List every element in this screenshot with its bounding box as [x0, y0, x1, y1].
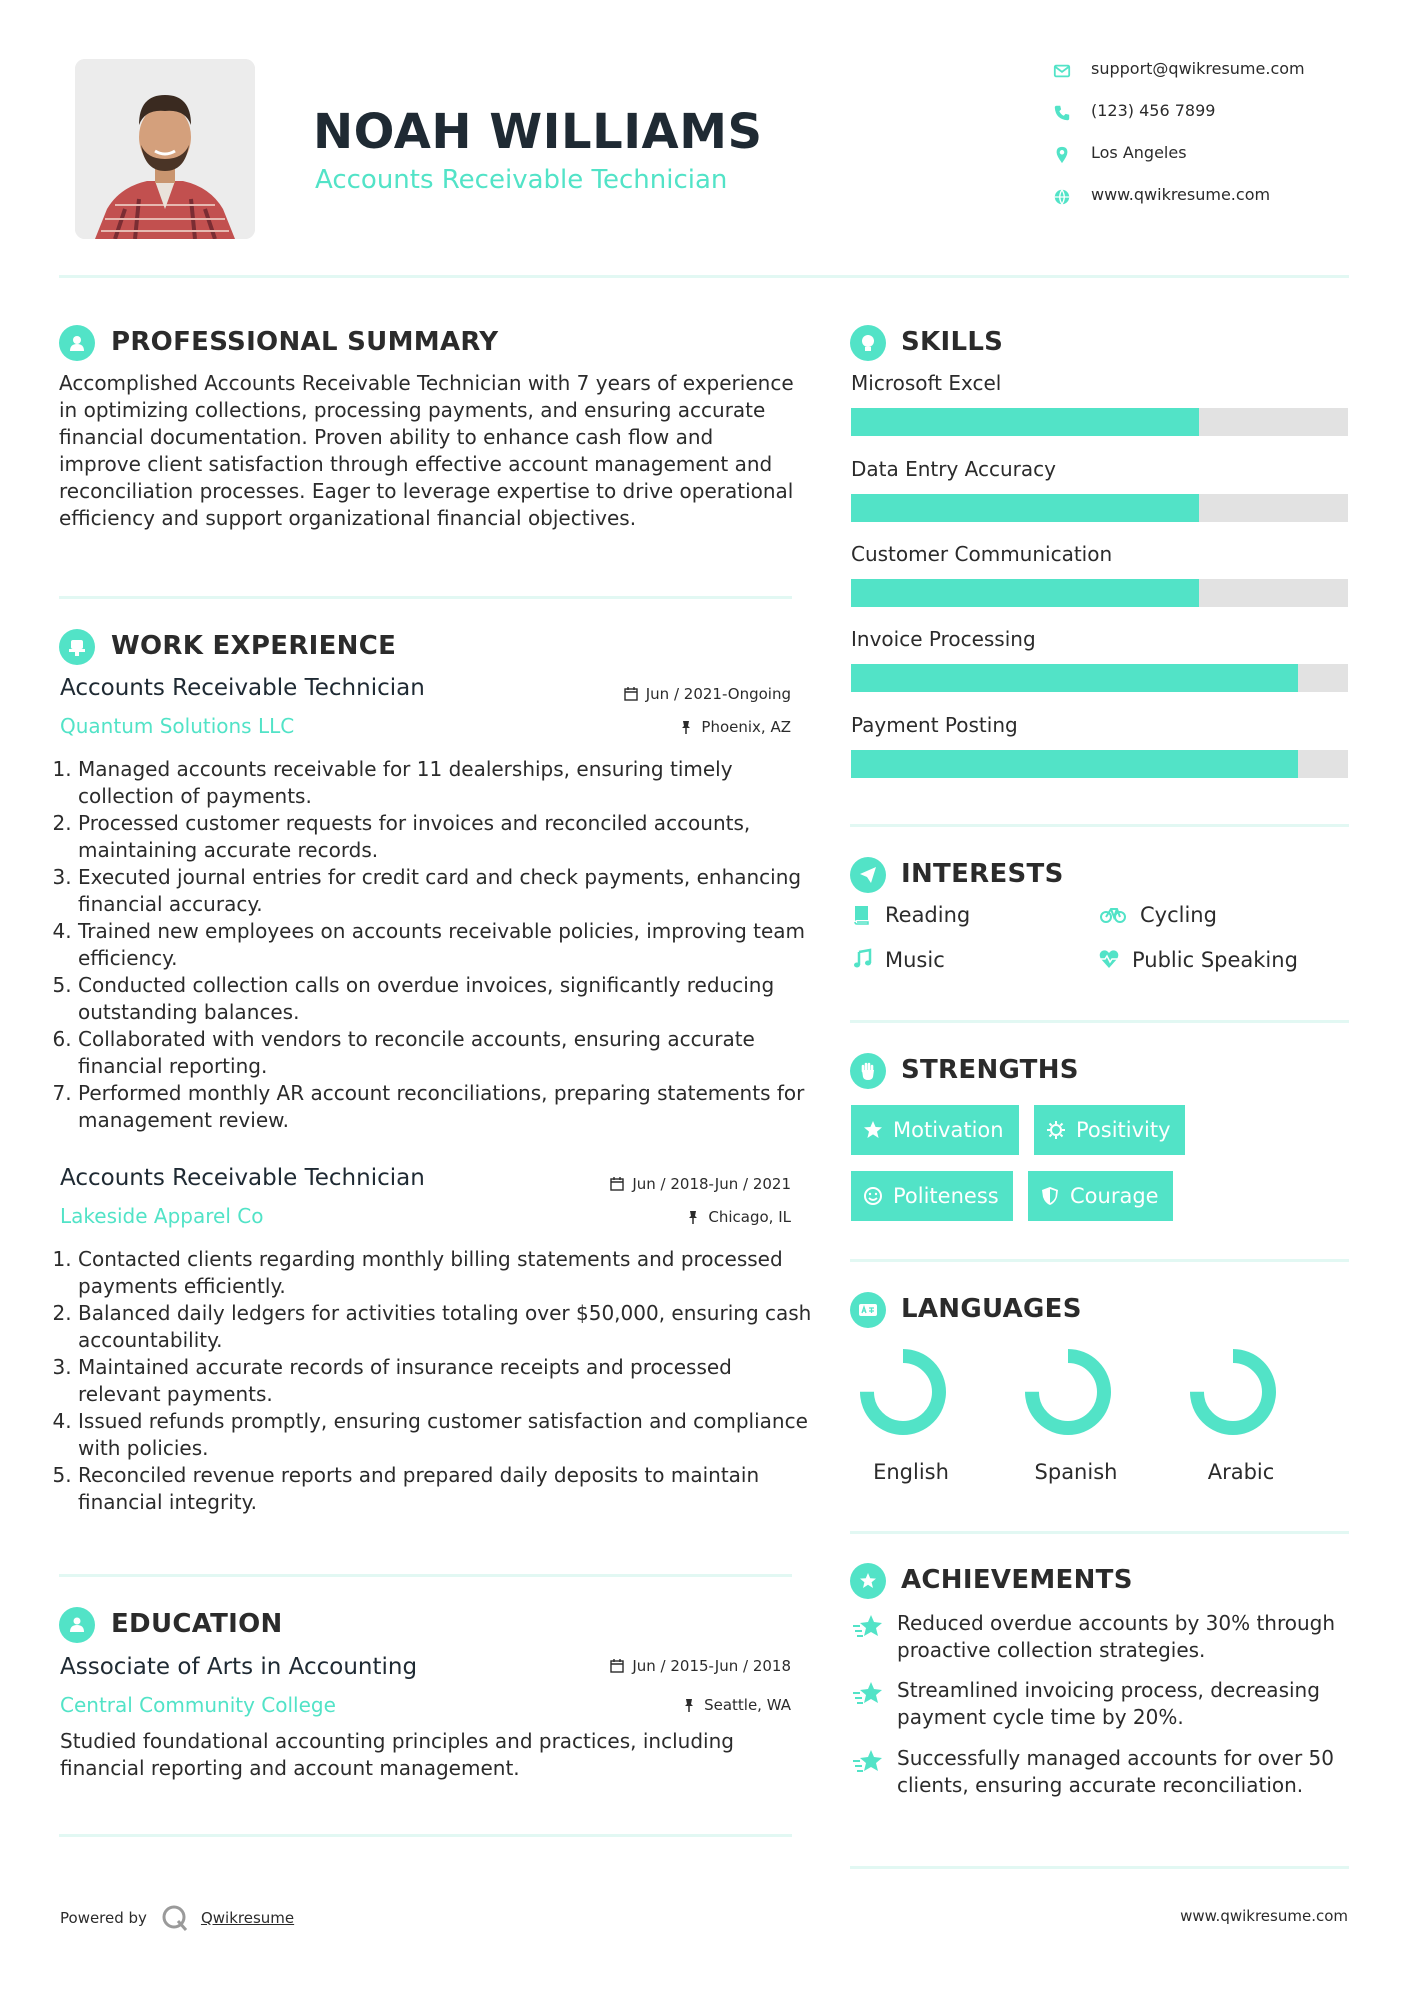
contact-location-text: Los Angeles — [1091, 143, 1187, 162]
skill-bar-track — [851, 408, 1348, 436]
list-item: 5. Conducted collection calls on overdue invoices, significantly reducing outstanding balances. — [78, 972, 818, 1026]
interests-divider — [850, 1020, 1349, 1023]
music-note-icon — [851, 948, 873, 970]
map-pin-icon — [1053, 146, 1071, 164]
skill-bar-fill — [851, 408, 1199, 436]
skills-divider — [850, 824, 1349, 827]
skill-label: Data Entry Accuracy — [851, 457, 1056, 481]
summary-heading: PROFESSIONAL SUMMARY — [111, 327, 499, 357]
strength-chip-positivity — [1034, 1105, 1185, 1155]
language-progress-ring — [857, 1346, 949, 1438]
strengths-heading: STRENGTHS — [901, 1055, 1079, 1085]
achievement-text: Reduced overdue accounts by 30% through proactive collection strategies. — [897, 1611, 1336, 1662]
skill-bar-track — [851, 579, 1348, 607]
star-badge-icon — [850, 1563, 886, 1599]
education-location — [682, 1696, 791, 1714]
list-item: 6. Collaborated with vendors to reconcile accounts, ensuring accurate financial reporting. — [78, 1026, 818, 1080]
achievements-divider — [850, 1866, 1349, 1869]
lightbulb-icon — [850, 325, 886, 361]
experience-divider — [59, 1574, 792, 1577]
job-1-responsibilities — [60, 756, 818, 1134]
briefcase-icon — [59, 629, 95, 665]
star-icon — [863, 1120, 883, 1140]
phone-icon — [1053, 104, 1071, 122]
education-description: Studied foundational accounting principles and practices, including financial reporting and account management. — [60, 1729, 734, 1780]
strength-label: Positivity — [1076, 1118, 1171, 1142]
list-item: 7. Performed monthly AR account reconciliations, preparing statements for management review. — [78, 1080, 818, 1134]
graduation-icon — [59, 1607, 95, 1643]
job-1-dates-text: Jun / 2021-Ongoing — [645, 685, 791, 703]
strengths-divider — [850, 1259, 1349, 1262]
education-location-text: Seattle, WA — [704, 1696, 791, 1714]
hand-icon — [850, 1053, 886, 1089]
strength-label: Courage — [1070, 1184, 1159, 1208]
skill-bar-fill — [851, 664, 1298, 692]
interests-heading: INTERESTS — [901, 859, 1064, 889]
brand-link[interactable]: Qwikresume — [200, 1909, 295, 1927]
heartbeat-icon — [1098, 948, 1120, 970]
strength-chip-politeness — [851, 1171, 1013, 1221]
language-label: Spanish — [1034, 1460, 1118, 1484]
education-heading: EDUCATION — [111, 1609, 283, 1639]
strength-label: Politeness — [893, 1184, 999, 1208]
education-degree: Associate of Arts in Accounting — [60, 1654, 418, 1680]
contact-website-text: www.qwikresume.com — [1091, 185, 1271, 204]
skill-bar-track — [851, 664, 1348, 692]
education-divider — [59, 1834, 792, 1837]
interest-item-cycling — [1098, 903, 1217, 927]
job-1-company: Quantum Solutions LLC — [60, 714, 295, 738]
job-2-dates — [610, 1175, 791, 1193]
list-item: 3. Maintained accurate records of insurance receipts and processed relevant payments. — [78, 1354, 818, 1408]
shooting-star-icon — [851, 1612, 885, 1642]
education-dates — [610, 1657, 791, 1675]
list-item: 2. Processed customer requests for invoices and reconciled accounts, maintaining accurate records. — [78, 810, 818, 864]
achievements-heading: ACHIEVEMENTS — [901, 1565, 1133, 1595]
profile-photo — [75, 59, 255, 239]
list-item: 4. Trained new employees on accounts receivable policies, improving team efficiency. — [78, 918, 818, 972]
education-school: Central Community College — [60, 1693, 336, 1717]
job-1-location — [679, 718, 791, 736]
list-item: 1. Managed accounts receivable for 11 dealerships, ensuring timely collection of payments. — [78, 756, 818, 810]
globe-icon — [1053, 188, 1071, 206]
envelope-icon — [1053, 62, 1071, 80]
job-2-location — [686, 1208, 791, 1226]
interest-item-music — [851, 948, 945, 972]
skill-bar-track — [851, 750, 1348, 778]
summary-divider — [59, 596, 792, 599]
languages-heading: LANGUAGES — [901, 1294, 1082, 1324]
user-icon — [59, 325, 95, 361]
bicycle-icon — [1098, 903, 1128, 925]
contact-email-text: support@qwikresume.com — [1091, 59, 1305, 78]
paper-plane-icon — [850, 857, 886, 893]
language-label: Arabic — [1207, 1460, 1275, 1484]
pin-icon — [686, 1210, 700, 1224]
interest-label: Music — [885, 948, 945, 972]
language-label: English — [873, 1460, 949, 1484]
job-2-location-text: Chicago, IL — [708, 1208, 791, 1226]
list-item: 2. Balanced daily ledgers for activities totaling over $50,000, ensuring cash accountability. — [78, 1300, 818, 1354]
achievement-text: Successfully managed accounts for over 50 clients, ensuring accurate reconciliation. — [897, 1746, 1334, 1797]
smile-icon — [863, 1186, 883, 1206]
strength-chip-motivation — [851, 1105, 1019, 1155]
footer-website[interactable]: www.qwikresume.com — [1180, 1907, 1348, 1925]
list-item: 3. Executed journal entries for credit card and check payments, enhancing financial accuracy. — [78, 864, 818, 918]
shield-icon — [1040, 1186, 1060, 1206]
language-progress-ring — [1187, 1346, 1279, 1438]
interest-item-reading — [851, 903, 970, 927]
job-1-location-text: Phoenix, AZ — [701, 718, 791, 736]
job-2-responsibilities — [60, 1246, 818, 1516]
skill-bar-fill — [851, 750, 1298, 778]
skill-label: Customer Communication — [851, 542, 1113, 566]
interest-label: Reading — [885, 903, 971, 927]
candidate-title: Accounts Receivable Technician — [315, 165, 728, 195]
pin-icon — [679, 720, 693, 734]
list-item: 1. Contacted clients regarding monthly billing statements and processed payments efficiently. — [78, 1246, 818, 1300]
strength-chip-courage — [1028, 1171, 1173, 1221]
powered-by-label: Powered by — [60, 1909, 147, 1927]
languages-divider — [850, 1531, 1349, 1534]
calendar-icon — [624, 687, 638, 701]
interest-label: Cycling — [1140, 903, 1217, 927]
strength-label: Motivation — [893, 1118, 1004, 1142]
job-2-dates-text: Jun / 2018-Jun / 2021 — [632, 1175, 791, 1193]
language-icon — [850, 1292, 886, 1328]
book-icon — [851, 903, 873, 925]
skills-heading: SKILLS — [901, 327, 1004, 357]
pin-icon — [682, 1698, 696, 1712]
skill-bar-track — [851, 494, 1348, 522]
list-item: 4. Issued refunds promptly, ensuring customer satisfaction and compliance with policies. — [78, 1408, 818, 1462]
achievement-text: Streamlined invoicing process, decreasing payment cycle time by 20%. — [897, 1678, 1320, 1729]
list-item: 5. Reconciled revenue reports and prepared daily deposits to maintain financial integrity. — [78, 1462, 818, 1516]
interest-item-public-speaking — [1098, 948, 1298, 972]
header-divider — [59, 275, 1349, 278]
calendar-icon — [610, 1177, 624, 1191]
job-2-company: Lakeside Apparel Co — [60, 1204, 264, 1228]
shooting-star-icon — [851, 1679, 885, 1709]
job-1-dates — [624, 685, 791, 703]
skill-label: Invoice Processing — [851, 627, 1036, 651]
qwikresume-logo-icon — [161, 1904, 189, 1932]
interest-label: Public Speaking — [1132, 948, 1298, 972]
job-2-title: Accounts Receivable Technician — [60, 1165, 425, 1191]
shooting-star-icon — [851, 1747, 885, 1777]
experience-heading: WORK EXPERIENCE — [111, 631, 397, 661]
language-progress-ring — [1022, 1346, 1114, 1438]
job-1-title: Accounts Receivable Technician — [60, 675, 425, 701]
skill-bar-fill — [851, 579, 1199, 607]
calendar-icon — [610, 1659, 624, 1673]
contact-phone-text: (123) 456 7899 — [1091, 101, 1216, 120]
skill-label: Microsoft Excel — [851, 371, 1002, 395]
candidate-name: NOAH WILLIAMS — [313, 104, 763, 160]
sun-icon — [1046, 1120, 1066, 1140]
summary-text: Accomplished Accounts Receivable Technician with 7 years of experience in optimizing collections, processing payments, and ensuring accurate financial documentation. Proven ability to enhance cash flow and improve client satisfaction through effective account management and reconciliation processes. Eager to leverage expertise to drive operational efficiency and support organizational financial objectives. — [59, 371, 794, 530]
skill-bar-fill — [851, 494, 1199, 522]
footer-powered-by — [60, 1904, 294, 1932]
skill-label: Payment Posting — [851, 713, 1018, 737]
education-dates-text: Jun / 2015-Jun / 2018 — [632, 1657, 791, 1675]
